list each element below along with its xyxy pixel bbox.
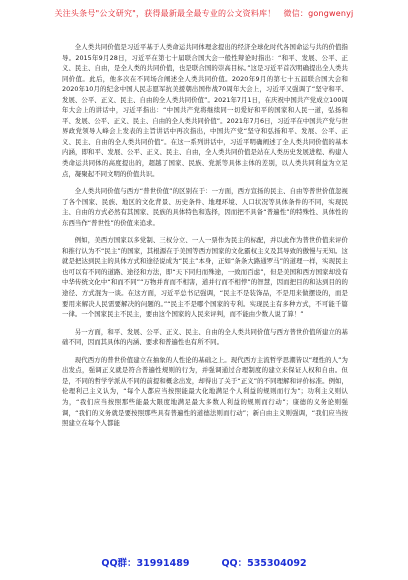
paragraph-1: 全人类共同价值是习近平基于人类命运共同体理念提出的经济全球化时代各国命运与共的价值指导。2015年9月28日，习近平在第七十届联合国大会一般性辩论时指出：“和平、发展、公平、正义、民主、自由，是全人类的共同价值，也是联合国的崇高目标。”这是习近平首次明确提出全人类共同价值。此后，他多次在不同场合阐述全人类共同价值。2020年9月的第七十五届联合国大会和2020年10月的纪念中国人民志愿军抗美援朝出国作战70周年大会上，习近平又强调了“坚守和平、发展、公平、正义、民主、自由的全人类共同价值”。2021年7月1日，在庆祝中国共产党成立100周年大会上的讲话中，习近平指出：“中国共产党将继续同一切爱好和平的国家和人民一道，弘扬和平、发展、公平、正义、民主、自由的全人类共同价值”。2021年7月6日，习近平在中国共产党与世界政党领导人峰会上发表的主旨讲话中再次指出，中国共产党“坚守和弘扬和平、发展、公平、正义、民主、自由的全人类共同价值”。在这一系列讲话中，习近平明确阐述了全人类共同价值的基本内涵，即和平、发展、公平、正义、民主、自由，全人类共同价值是站在人类历史发展进程、构建人类命运共同体的高度提出的，超越了国家、民族、党派等具体主体的差别，以人类共同利益为立足点，凝聚起不同文明的价值共识。 [62,43,348,178]
paragraph-3: 例如，美西方国家以多党制、三权分立、一人一票作为民主的标配，并以此作为普世价值来评价和推行认为不“民主”的国家，其根源在于美国等西方国家的文化霸权主义及其导致的傲慢与无知。这就是把达到民主的具体方式和途径说成为“民主”本身，正如“条条大路通罗马”的道理一样，实现民主也可以有不同的道路、途径和方法，即“天下同归而殊途，一致而百虑”，但是美国和西方国家却没有中华传统文化中“和而不同”“万物并育而不相害，道并行而不相悖”的智慧，因而把目的和达到目的的途径、方式混为一谈。在这方面，习近平总书记强调，“民主不是装饰品，不是用来做摆设的，而是要用来解决人民需要解决的问题的。”“民主不是哪个国家的专利。实现民主有多种方式，不可能千篇一律。一个国家民主不民主，要由这个国家的人民来评判，而不能由少数人说了算！” [62,236,348,319]
header-promo-text: 关注头条号"公文研究"，获得最新最全最专业的公文资料库！ [54,9,276,18]
header-banner [0,8,408,19]
paragraph-2: 全人类共同价值与西方“普世价值”的区别在于：一方面，西方宣扬的民主、自由等普世价值忽视了各个国家、民族、地区的文化背景、历史条件、地理环境、人口状况等具体条件的不同，实现民主、自由的方式必然有其国家、民族的具体特色和选择，因而把不具备“普遍性”的特殊性、具体性的东西当作“普世性”的价值来追求。 [62,187,348,227]
document-body [62,42,348,429]
paragraph-4: 另一方面，和平、发展、公平、正义、民主、自由的全人类共同价值与西方普世价值所建立的基础不同，因而其具体的内涵、要求和普遍性也有所不同。 [62,327,348,347]
paragraph-5: 现代西方的普世价值建立在抽象的人性论的基础之上。现代西方主流哲学思潮皆以“理性的人”为出发点，强调正义就是符合普遍性规则的行为，并强调通过合理制度的建立来保证人权和自由。但是，不同的哲学学派从不同的前提和概念出发，却得出了关于“正义”的不同理解和评价标准。例如，伦理利己主义认为，“每个人都应当按照能最大化地满足个人利益的规则而行为”；功利主义则认为，“我们应当按照那些能最大限度地满足最大多数人利益的规则而行动”；康德的义务论则强调，“我们的义务就是要按照那些具有普遍性的道德法则而行动”；新自由主义则强调，“我们应当按照建立在每个人都能 [62,355,348,428]
footer-contact [0,555,408,569]
footer-qq-group: QQ群：31991489 [101,558,190,569]
footer-qq: QQ：535304092 [221,558,307,569]
header-wechat-text: 微信：gongwenyj [283,9,354,18]
